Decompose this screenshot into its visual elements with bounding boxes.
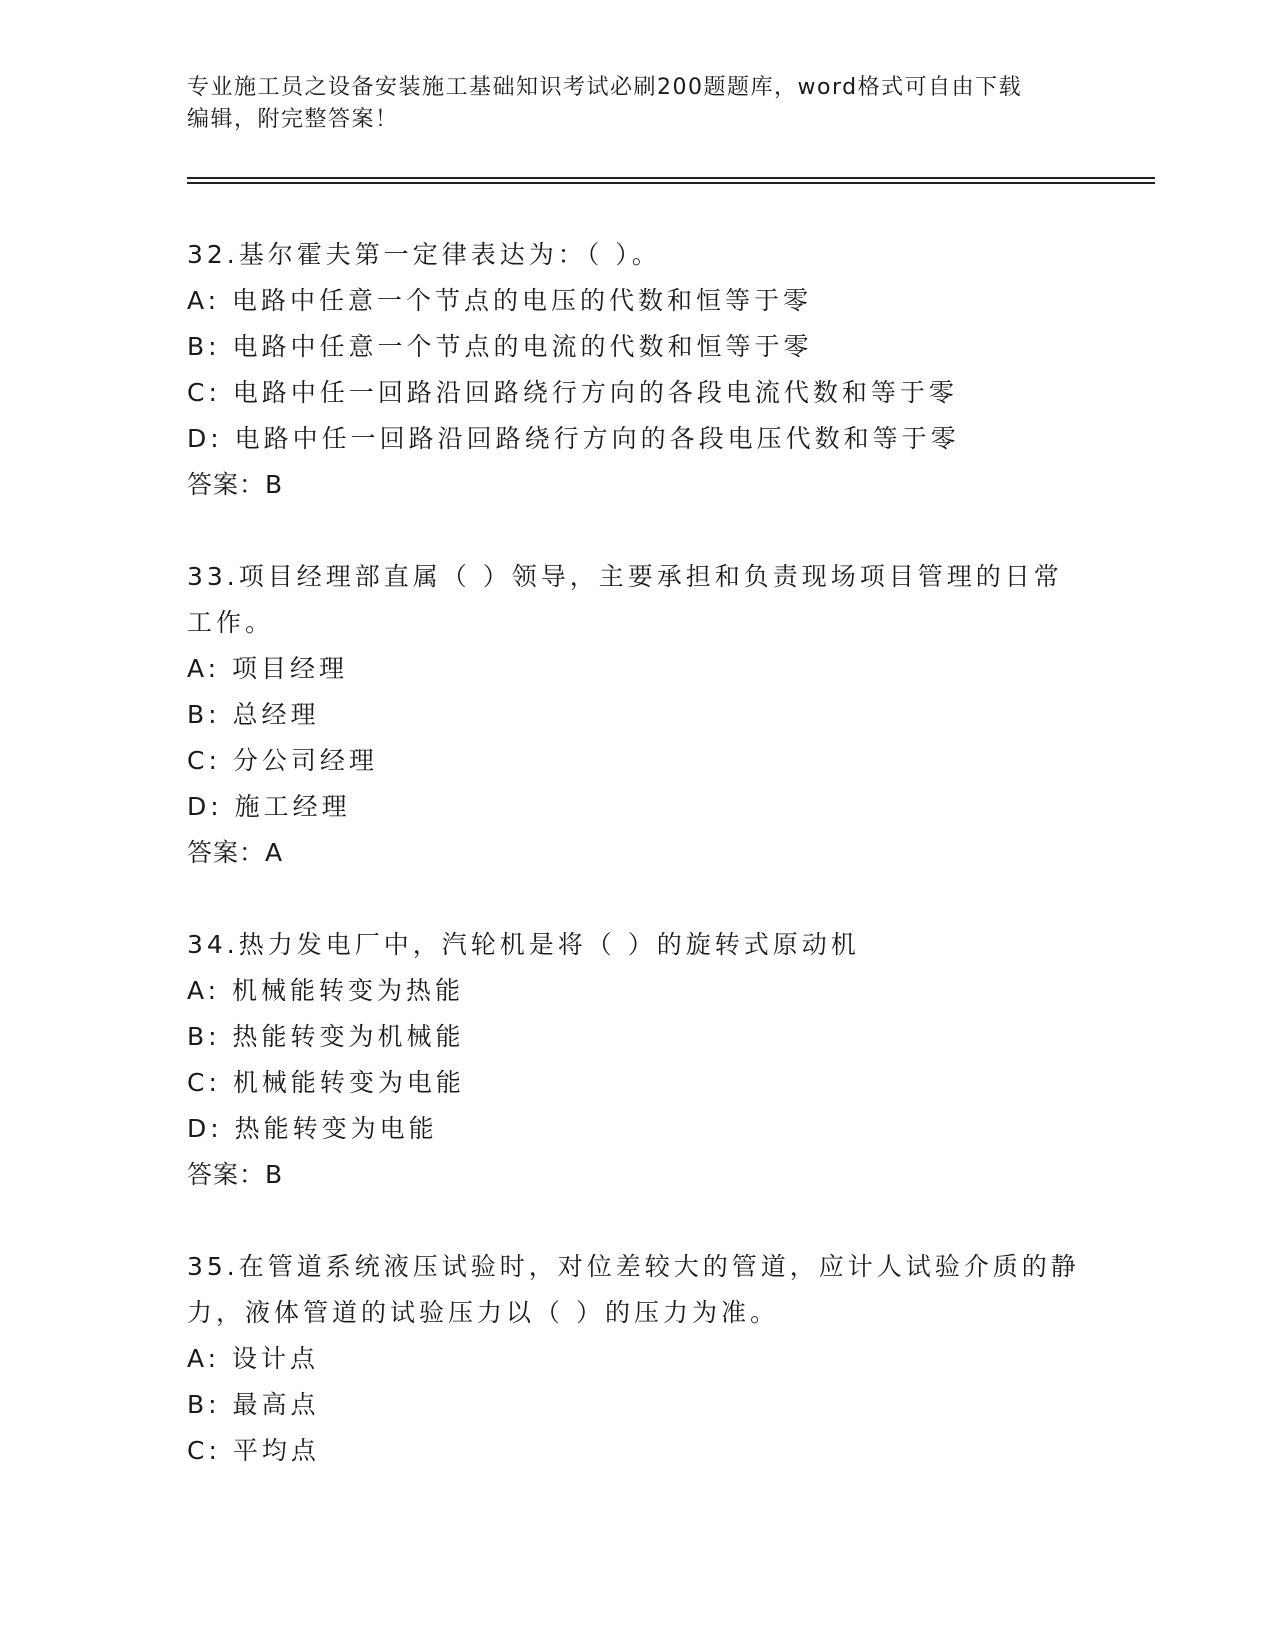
answer: 答案：A xyxy=(187,838,284,867)
question-33 xyxy=(187,554,1087,876)
option-c: C: 电路中任一回路沿回路绕行方向的各段电流代数和等于零 xyxy=(187,378,958,407)
option-a: A: 机械能转变为热能 xyxy=(187,976,465,1005)
question-34 xyxy=(187,922,1087,1198)
question-stem: 33.项目经理部直属（ ）领导，主要承担和负责现场项目管理的日常工作。 xyxy=(187,562,1063,637)
option-b: B: 最高点 xyxy=(187,1390,320,1419)
question-stem: 32.基尔霍夫第一定律表达为：（ ）。 xyxy=(187,240,661,269)
option-a: A: 项目经理 xyxy=(187,654,349,683)
option-b: B: 总经理 xyxy=(187,700,320,729)
option-d: D: 施工经理 xyxy=(187,792,351,821)
header-divider-bottom xyxy=(187,182,1155,184)
option-a: A: 设计点 xyxy=(187,1344,320,1373)
answer: 答案：B xyxy=(187,1160,284,1189)
option-c: C: 平均点 xyxy=(187,1436,320,1465)
option-c: C: 机械能转变为电能 xyxy=(187,1068,465,1097)
option-b: B: 电路中任意一个节点的电流的代数和恒等于零 xyxy=(187,332,813,361)
option-a: A: 电路中任意一个节点的电压的代数和恒等于零 xyxy=(187,286,813,315)
answer: 答案：B xyxy=(187,470,284,499)
header-line-1: 专业施工员之设备安装施工基础知识考试必刷200题题库，word格式可自由下载 xyxy=(187,75,1023,100)
option-d: D: 热能转变为电能 xyxy=(187,1114,438,1143)
option-d: D: 电路中任一回路沿回路绕行方向的各段电压代数和等于零 xyxy=(187,424,960,453)
header-line-2: 编辑，附完整答案！ xyxy=(187,107,399,132)
question-32 xyxy=(187,232,1087,508)
question-35 xyxy=(187,1244,1087,1474)
option-c: C: 分公司经理 xyxy=(187,746,378,775)
question-stem: 34.热力发电厂中，汽轮机是将（ ）的旋转式原动机 xyxy=(187,930,860,959)
option-b: B: 热能转变为机械能 xyxy=(187,1022,465,1051)
question-list xyxy=(187,232,1087,1520)
document-header xyxy=(187,72,1087,136)
header-divider-top xyxy=(187,177,1155,179)
question-stem: 35.在管道系统液压试验时，对位差较大的管道，应计人试验介质的静力，液体管道的试验压力以（ ）的压力为准。 xyxy=(187,1252,1080,1327)
